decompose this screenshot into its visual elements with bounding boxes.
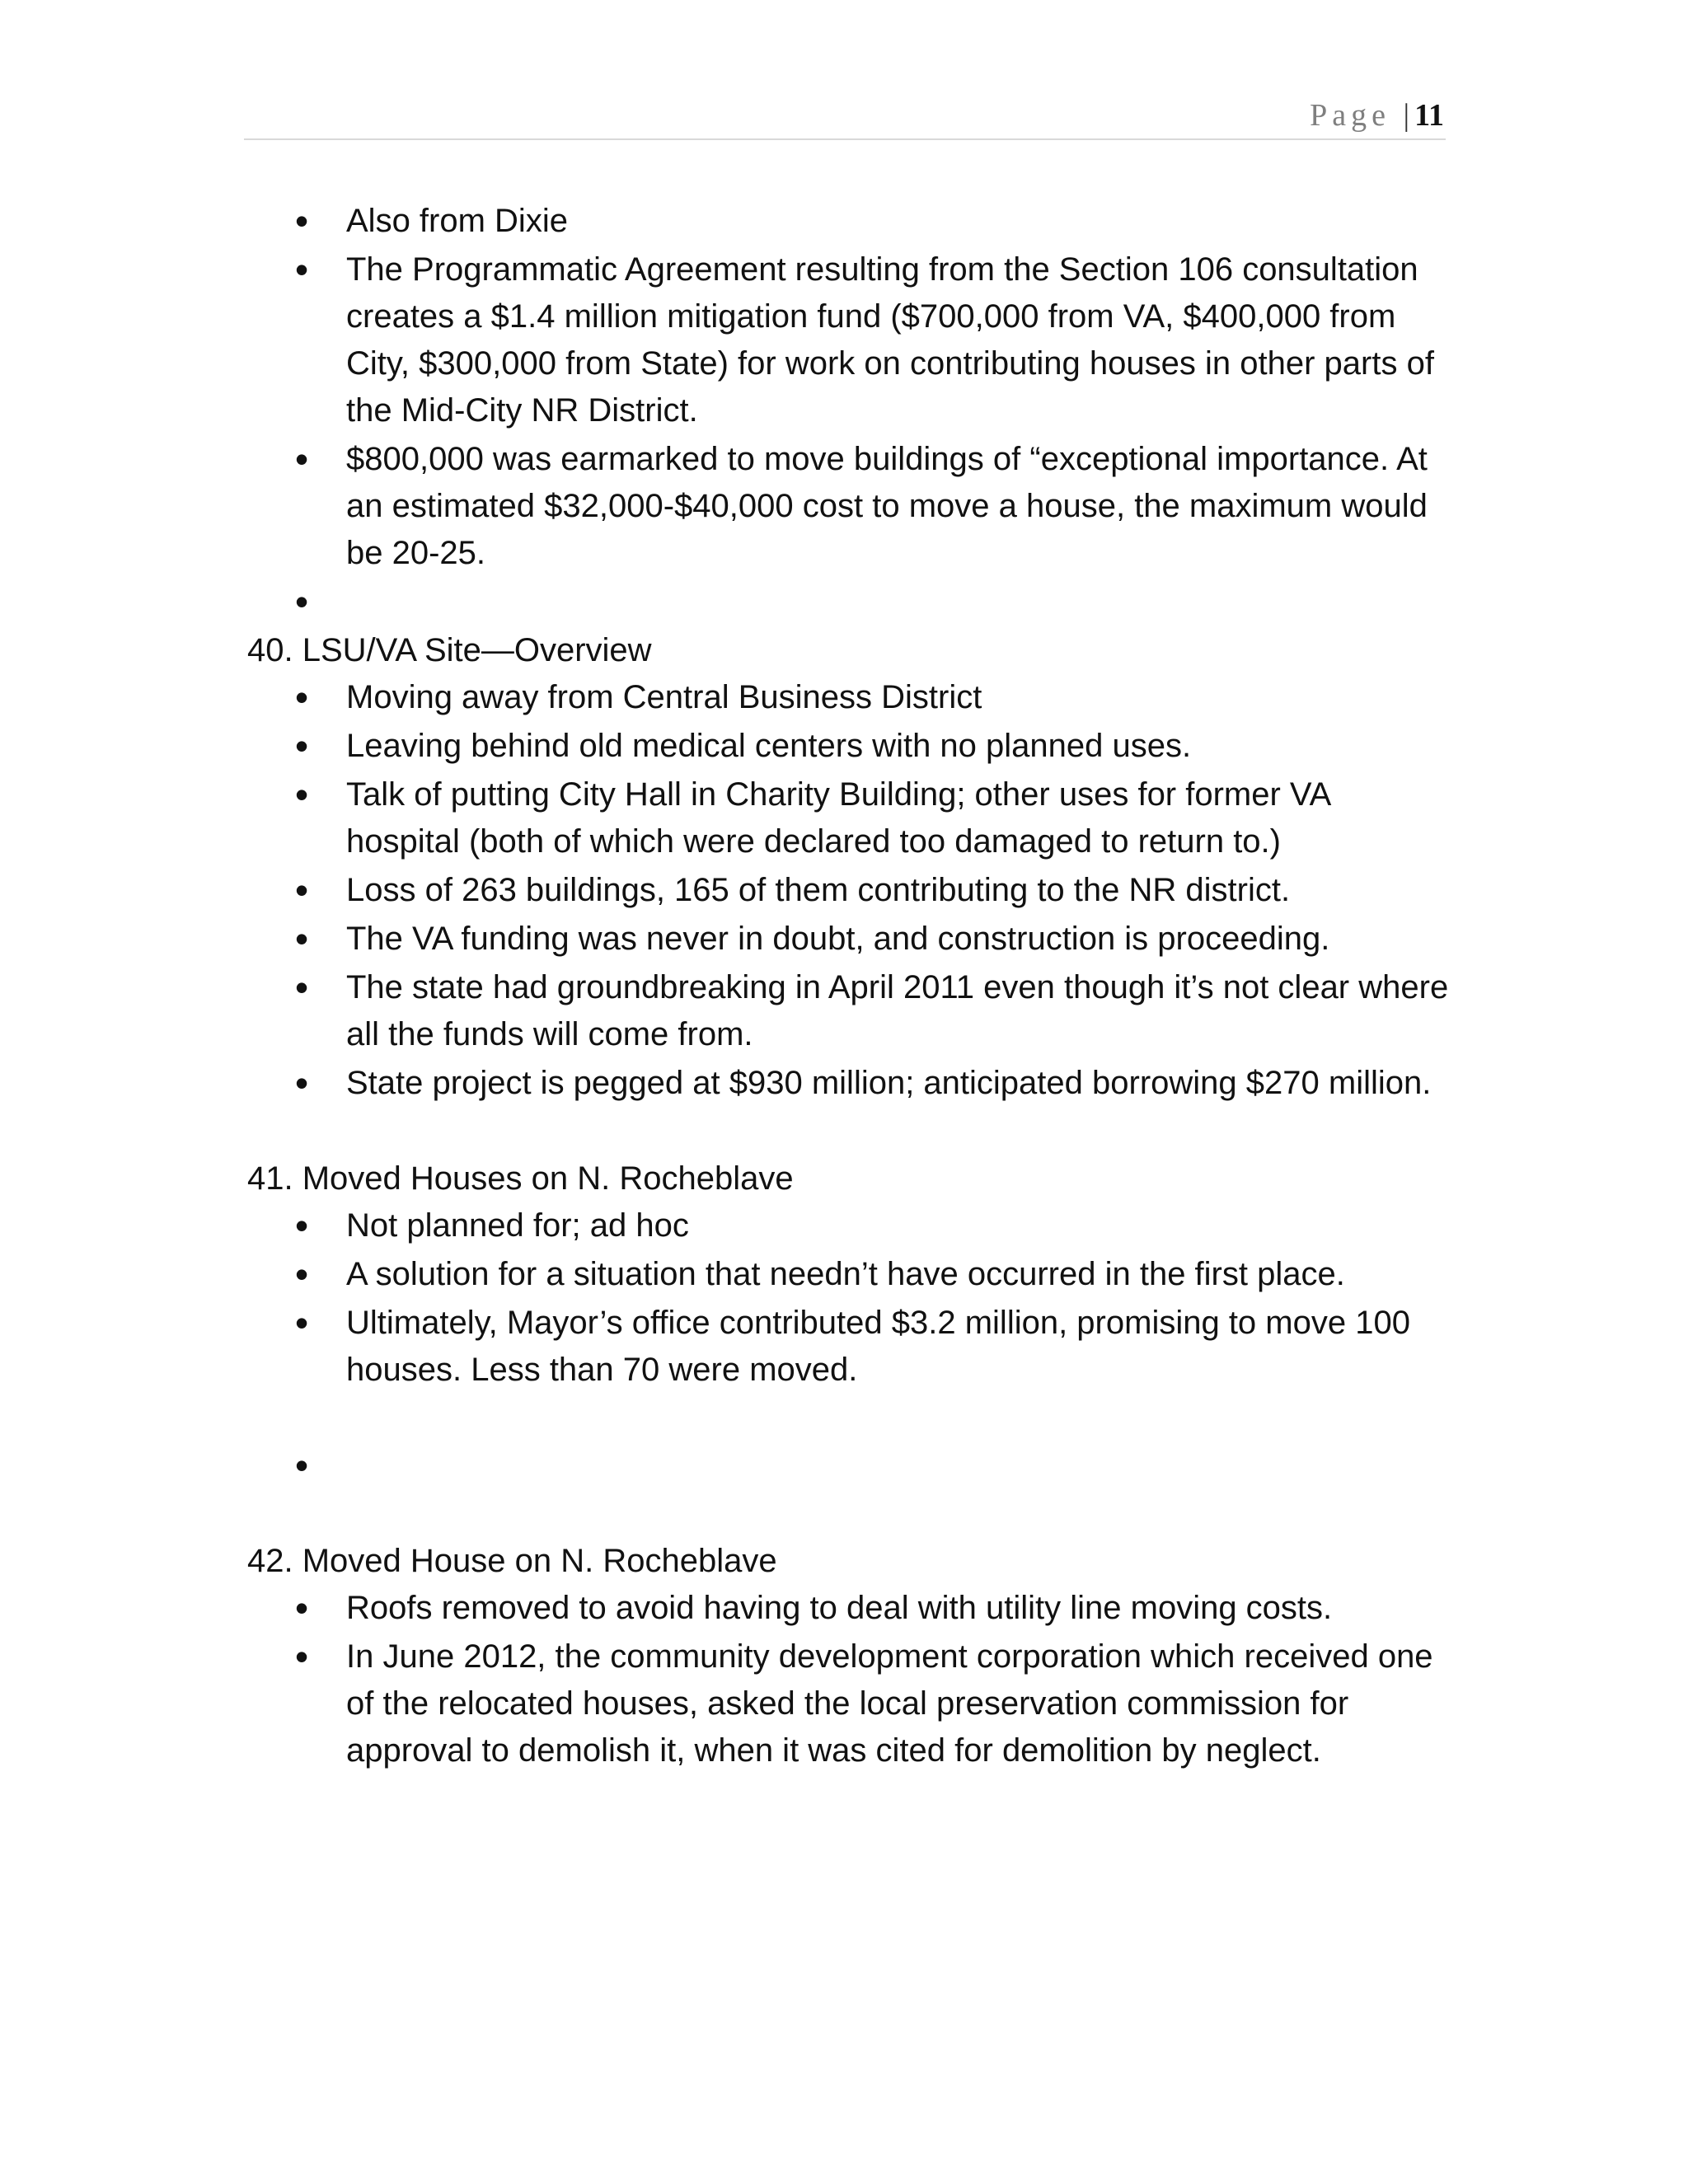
list-item: • Moving away from Central Business District <box>247 674 1451 721</box>
spacer <box>247 1395 1451 1442</box>
spacer <box>247 1491 1451 1538</box>
section-41-title: 41. Moved Houses on N. Rocheblave <box>247 1160 794 1197</box>
list-item: • The VA funding was never in doubt, and construction is proceeding. <box>247 916 1451 963</box>
spacer <box>247 1108 1451 1155</box>
list-item: • A solution for a situation that needn’t have occurred in the first place. <box>247 1251 1451 1298</box>
list-item: • $800,000 was earmarked to move buildings of “exceptional importance. At an estimated $32,000-$40,000 cost to move a house, the maximum would be 20-25. <box>247 436 1451 577</box>
page-number <box>1310 97 1444 134</box>
section-41-empty-list <box>247 1442 1451 1489</box>
page-separator: | <box>1403 98 1410 133</box>
intro-list <box>247 198 1451 626</box>
list-item: • State project is pegged at $930 million; anticipated borrowing $270 million. <box>247 1060 1451 1107</box>
empty-list-item <box>247 1442 1451 1489</box>
list-item: • Ultimately, Mayor’s office contributed $3.2 million, promising to move 100 houses. Less than 70 were moved. <box>247 1300 1451 1394</box>
page-header <box>244 97 1446 140</box>
section-40-title: 40. LSU/VA Site—Overview <box>247 632 652 668</box>
list-item: • In June 2012, the community development corporation which received one of the relocated houses, asked the local preservation commission for approval to demolish it, when it was cited for demolition by neglect. <box>247 1633 1451 1774</box>
page-label: Page <box>1310 98 1390 133</box>
list-item: • The state had groundbreaking in April 2011 even though it’s not clear where all the funds will come from. <box>247 964 1451 1058</box>
page-number-value: 11 <box>1414 98 1444 133</box>
section-42-title: 42. Moved House on N. Rocheblave <box>247 1543 777 1579</box>
document-body <box>247 198 1451 1776</box>
list-item: • Not planned for; ad hoc <box>247 1202 1451 1249</box>
section-40-list <box>247 674 1451 1107</box>
list-item: • Leaving behind old medical centers with no planned uses. <box>247 723 1451 770</box>
list-item: • Loss of 263 buildings, 165 of them contributing to the NR district. <box>247 867 1451 914</box>
list-item: • Also from Dixie <box>247 198 1451 245</box>
list-item: • The Programmatic Agreement resulting from the Section 106 consultation creates a $1.4 million mitigation fund ($700,000 from VA, $400,000 from City, $300,000 from State) for work on contributing houses in other parts of the Mid-City NR District. <box>247 246 1451 434</box>
section-42-list <box>247 1585 1451 1774</box>
section-41-list <box>247 1202 1451 1394</box>
list-item: • Talk of putting City Hall in Charity Building; other uses for former VA hospital (both of which were declared too damaged to return to.) <box>247 771 1451 865</box>
list-item: • Roofs removed to avoid having to deal with utility line moving costs. <box>247 1585 1451 1632</box>
empty-list-item <box>247 579 1451 626</box>
